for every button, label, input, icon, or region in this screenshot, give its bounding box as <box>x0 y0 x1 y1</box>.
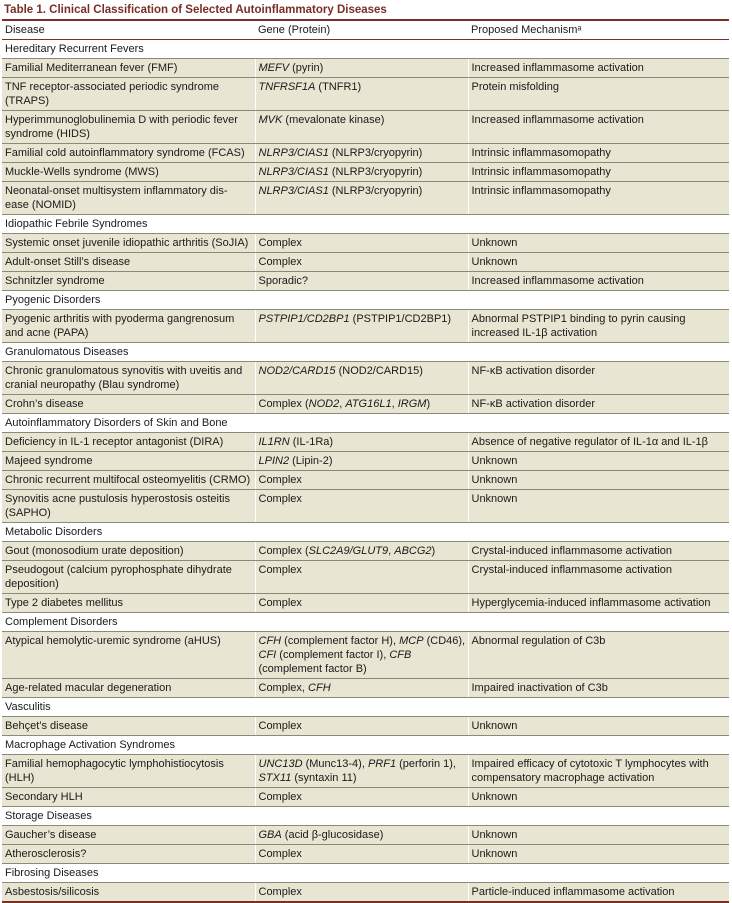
mechanism-cell: Unknown <box>468 452 729 471</box>
gene-protein-cell: IL1RN (IL-1Ra) <box>255 433 468 452</box>
table-row <box>2 182 729 215</box>
category-label: Metabolic Disorders <box>2 523 729 542</box>
mechanism-cell: Intrinsic inflammasomopathy <box>468 163 729 182</box>
gene-protein-cell: Complex <box>255 594 468 613</box>
disease-cell: Atypical hemolytic-uremic syndrome (aHUS) <box>2 632 255 679</box>
gene-protein-cell: NLRP3/CIAS1 (NLRP3/cryopyrin) <box>255 182 468 215</box>
disease-cell: Majeed syndrome <box>2 452 255 471</box>
disease-cell: Type 2 diabetes mellitus <box>2 594 255 613</box>
disease-cell: Asbestosis/silicosis <box>2 883 255 903</box>
gene-protein-cell: Complex, CFH <box>255 679 468 698</box>
mechanism-cell: Hyperglycemia-induced inflammasome activation <box>468 594 729 613</box>
mechanism-cell: NF-κB activation disorder <box>468 395 729 414</box>
category-row <box>2 414 729 433</box>
mechanism-cell: Abnormal PSTPIP1 binding to pyrin causing increased IL-1β activation <box>468 310 729 343</box>
table-row <box>2 594 729 613</box>
category-label: Vasculitis <box>2 698 729 717</box>
disease-cell: Age-related macular degeneration <box>2 679 255 698</box>
mechanism-cell: Abnormal regulation of C3b <box>468 632 729 679</box>
table-row <box>2 632 729 679</box>
mechanism-cell: Intrinsic inflammasomopathy <box>468 144 729 163</box>
table-row <box>2 845 729 864</box>
mechanism-cell: Intrinsic inflammasomopathy <box>468 182 729 215</box>
table-row <box>2 272 729 291</box>
table-row <box>2 395 729 414</box>
gene-protein-cell: Complex (SLC2A9/GLUT9, ABCG2) <box>255 542 468 561</box>
gene-protein-cell: LPIN2 (Lipin-2) <box>255 452 468 471</box>
gene-protein-cell: GBA (acid β-glucosidase) <box>255 826 468 845</box>
category-label: Granulomatous Diseases <box>2 343 729 362</box>
gene-protein-cell: UNC13D (Munc13-4), PRF1 (perforin 1), STX11 (syntaxin 11) <box>255 755 468 788</box>
table-row <box>2 883 729 903</box>
gene-protein-cell: PSTPIP1/CD2BP1 (PSTPIP1/CD2BP1) <box>255 310 468 343</box>
mechanism-cell: Unknown <box>468 788 729 807</box>
disease-cell: Gaucher’s disease <box>2 826 255 845</box>
disease-cell: Hyperimmunoglobulinemia D with periodic fever syndrome (HIDS) <box>2 111 255 144</box>
category-row <box>2 291 729 310</box>
category-row <box>2 343 729 362</box>
category-label: Hereditary Recurrent Fevers <box>2 40 729 59</box>
mechanism-cell: Particle-induced inflammasome activation <box>468 883 729 903</box>
gene-protein-cell: NLRP3/CIAS1 (NLRP3/cryopyrin) <box>255 163 468 182</box>
disease-cell: Deficiency in IL-1 receptor antagonist (DIRA) <box>2 433 255 452</box>
table-row <box>2 234 729 253</box>
mechanism-cell: Unknown <box>468 234 729 253</box>
disease-cell: Chronic recurrent multifocal osteomyelitis (CRMO) <box>2 471 255 490</box>
table-body <box>2 40 729 903</box>
mechanism-cell: Increased inflammasome activation <box>468 272 729 291</box>
table-row <box>2 717 729 736</box>
mechanism-cell: Impaired inactivation of C3b <box>468 679 729 698</box>
mechanism-cell: Impaired efficacy of cytotoxic T lymphocytes with compensatory macrophage activation <box>468 755 729 788</box>
table-row <box>2 788 729 807</box>
disease-cell: Familial Mediterranean fever (FMF) <box>2 59 255 78</box>
header-row <box>2 21 729 40</box>
table-row <box>2 78 729 111</box>
disease-cell: Systemic onset juvenile idiopathic arthritis (SoJIA) <box>2 234 255 253</box>
category-label: Pyogenic Disorders <box>2 291 729 310</box>
mechanism-cell: Increased inflammasome activation <box>468 59 729 78</box>
gene-protein-cell: Complex <box>255 253 468 272</box>
category-label: Autoinflammatory Disorders of Skin and Bone <box>2 414 729 433</box>
mechanism-cell: Unknown <box>468 717 729 736</box>
gene-protein-cell: Complex <box>255 490 468 523</box>
table-row <box>2 362 729 395</box>
table-title: Table 1. Clinical Classification of Selected Autoinflammatory Diseases <box>2 3 729 21</box>
table-row <box>2 452 729 471</box>
category-row <box>2 736 729 755</box>
disease-cell: TNF receptor-associated periodic syndrome (TRAPS) <box>2 78 255 111</box>
gene-protein-cell: Complex <box>255 561 468 594</box>
gene-protein-cell: MVK (mevalonate kinase) <box>255 111 468 144</box>
category-label: Complement Disorders <box>2 613 729 632</box>
gene-protein-cell: Complex <box>255 883 468 903</box>
category-label: Fibrosing Diseases <box>2 864 729 883</box>
table-row <box>2 679 729 698</box>
classification-table <box>2 21 729 903</box>
category-label: Macrophage Activation Syndromes <box>2 736 729 755</box>
disease-cell: Pyogenic arthritis with pyoderma gangrenosum and acne (PAPA) <box>2 310 255 343</box>
category-row <box>2 864 729 883</box>
gene-protein-cell: Complex <box>255 234 468 253</box>
disease-cell: Secondary HLH <box>2 788 255 807</box>
disease-cell: Pseudogout (calcium pyrophosphate dihydrate deposition) <box>2 561 255 594</box>
table-row <box>2 561 729 594</box>
mechanism-cell: Unknown <box>468 490 729 523</box>
mechanism-cell: Absence of negative regulator of IL-1α and IL-1β <box>468 433 729 452</box>
disease-cell: Familial cold autoinflammatory syndrome (FCAS) <box>2 144 255 163</box>
gene-protein-cell: NOD2/CARD15 (NOD2/CARD15) <box>255 362 468 395</box>
mechanism-cell: Unknown <box>468 253 729 272</box>
disease-cell: Schnitzler syndrome <box>2 272 255 291</box>
category-label: Idiopathic Febrile Syndromes <box>2 215 729 234</box>
disease-cell: Atherosclerosis? <box>2 845 255 864</box>
gene-protein-cell: TNFRSF1A (TNFR1) <box>255 78 468 111</box>
table-row <box>2 59 729 78</box>
table-row <box>2 471 729 490</box>
table-row <box>2 144 729 163</box>
disease-cell: Neonatal-onset multisystem inflammatory dis- ease (NOMID) <box>2 182 255 215</box>
mechanism-cell: Crystal-induced inflammasome activation <box>468 542 729 561</box>
disease-cell: Behçet’s disease <box>2 717 255 736</box>
disease-cell: Familial hemophagocytic lymphohistiocytosis (HLH) <box>2 755 255 788</box>
table-row <box>2 111 729 144</box>
mechanism-cell: NF-κB activation disorder <box>468 362 729 395</box>
table-row <box>2 310 729 343</box>
category-row <box>2 215 729 234</box>
disease-cell: Adult-onset Still’s disease <box>2 253 255 272</box>
mechanism-cell: Unknown <box>468 845 729 864</box>
category-row <box>2 40 729 59</box>
gene-protein-cell: MEFV (pyrin) <box>255 59 468 78</box>
mechanism-cell: Unknown <box>468 471 729 490</box>
table-container <box>2 3 729 903</box>
disease-cell: Muckle-Wells syndrome (MWS) <box>2 163 255 182</box>
gene-protein-cell: Complex <box>255 788 468 807</box>
disease-cell: Chronic granulomatous synovitis with uveitis and cranial neuropathy (Blau syndrome) <box>2 362 255 395</box>
disease-cell: Synovitis acne pustulosis hyperostosis osteitis (SAPHO) <box>2 490 255 523</box>
header-disease: Disease <box>2 21 255 40</box>
table-row <box>2 755 729 788</box>
disease-cell: Crohn’s disease <box>2 395 255 414</box>
header-proposed-mechanism: Proposed Mechanismᵃ <box>468 21 729 40</box>
gene-protein-cell: CFH (complement factor H), MCP (CD46), CFI (complement factor I), CFB (complement factor B) <box>255 632 468 679</box>
category-row <box>2 807 729 826</box>
mechanism-cell: Unknown <box>468 826 729 845</box>
table-row <box>2 163 729 182</box>
disease-cell: Gout (monosodium urate deposition) <box>2 542 255 561</box>
table-row <box>2 433 729 452</box>
table-row <box>2 542 729 561</box>
category-row <box>2 613 729 632</box>
gene-protein-cell: NLRP3/CIAS1 (NLRP3/cryopyrin) <box>255 144 468 163</box>
gene-protein-cell: Sporadic? <box>255 272 468 291</box>
table-row <box>2 253 729 272</box>
table-row <box>2 490 729 523</box>
mechanism-cell: Crystal-induced inflammasome activation <box>468 561 729 594</box>
mechanism-cell: Protein misfolding <box>468 78 729 111</box>
table-row <box>2 826 729 845</box>
header-gene-protein: Gene (Protein) <box>255 21 468 40</box>
category-row <box>2 523 729 542</box>
gene-protein-cell: Complex (NOD2, ATG16L1, IRGM) <box>255 395 468 414</box>
gene-protein-cell: Complex <box>255 845 468 864</box>
mechanism-cell: Increased inflammasome activation <box>468 111 729 144</box>
gene-protein-cell: Complex <box>255 717 468 736</box>
category-label: Storage Diseases <box>2 807 729 826</box>
category-row <box>2 698 729 717</box>
gene-protein-cell: Complex <box>255 471 468 490</box>
